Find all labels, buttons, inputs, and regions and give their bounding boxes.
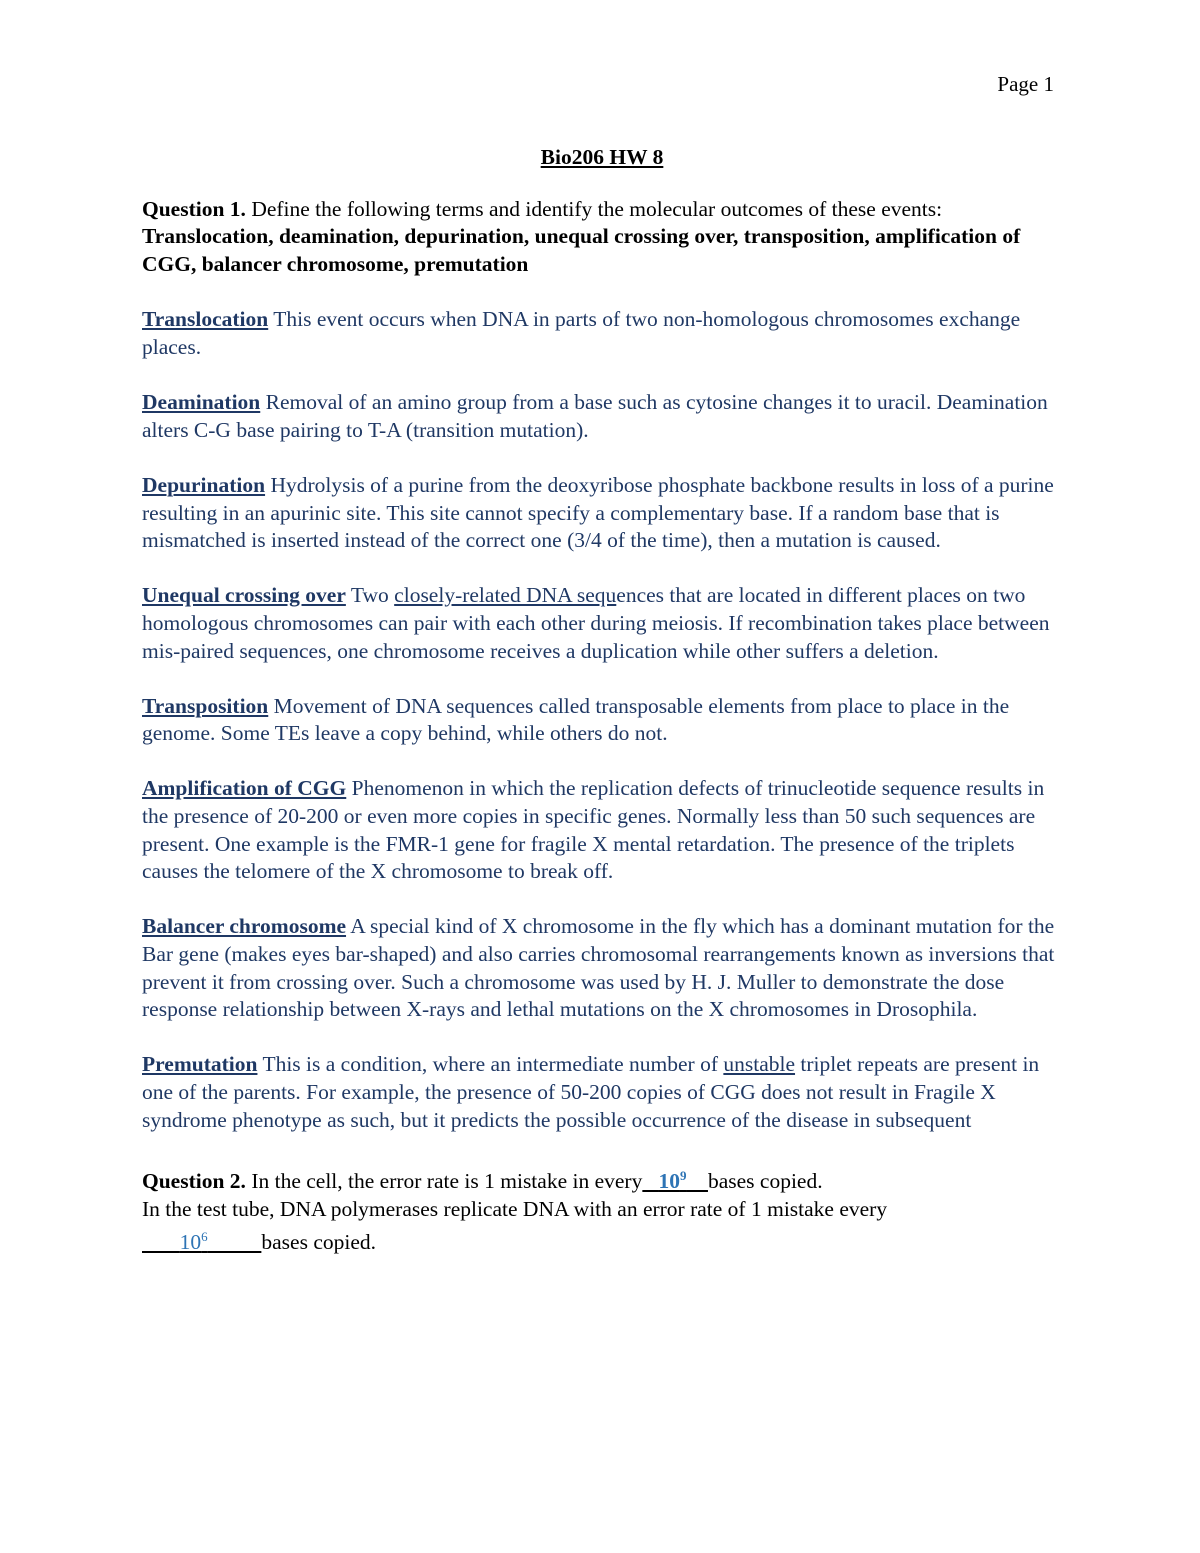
answer-translocation (142, 306, 1062, 361)
answer-term: Depurination (142, 472, 266, 497)
answer-amplification-of-cgg (142, 775, 1062, 885)
answer-balancer-chromosome (142, 913, 1062, 1023)
answer-unequal-crossing-over (142, 582, 1062, 665)
answer-text: Movement of DNA sequences called transposable elements from place to place in the genome. Some TEs leave a copy behind, while others do not. (142, 693, 1010, 746)
answer-deamination (142, 389, 1062, 444)
answer-premutation (142, 1051, 1062, 1134)
answer-text-post: triplet repeats are present in one of the parents. For example, the presence of 50-200 copies of CGG does not result in Fragile X syndrome phenotype as such, but it predicts the possible occurrence of the disease in subsequent (142, 1052, 1040, 1132)
answer-term: Transposition (142, 693, 269, 718)
answer-text: Hydrolysis of a purine from the deoxyribose phosphate backbone results in loss of a purine resulting in an apurinic site. This site cannot specify a complementary base. If a random base that is mismatched is inserted instead of the correct one (3/4 of the time), then a mutation is caused. (142, 472, 1054, 553)
answer-term: Unequal crossing over (142, 583, 346, 608)
answer-term: Amplification of CGG (142, 776, 347, 801)
question-2-line-1-pre: In the cell, the error rate is 1 mistake in every (251, 1168, 643, 1193)
question-1 (142, 196, 1062, 279)
answer-depurination (142, 472, 1062, 555)
question-2-label: Question 2. (142, 1168, 246, 1193)
answer-text-pre: This is a condition, where an intermediate number of (262, 1052, 718, 1077)
answer-transposition (142, 693, 1062, 748)
blank-1-exponent: 9 (679, 1167, 687, 1183)
answer-text: A special kind of X chromosome in the fly which has a dominant mutation for the Bar gene (makes eyes bar-shaped) and also carries chromosomal rearrangements known as inversions that prevent it from crossing over. Such a chromosome was used by H. J. Muller to demonstrate the dose response relationship between X-rays and lethal mutations on the X chromosomes in Drosophila. (142, 914, 1055, 1022)
blank-2-base: 10 (179, 1230, 202, 1255)
answer-term: Deamination (142, 390, 261, 415)
answer-text-post: ences that are located in different places on two homologous chromosomes can pair with each other during meiosis. If recombination takes place between mis-paired sequences, one chromosome receives a duplication while other suffers a deletion. (142, 583, 1050, 663)
question-2-line-3 (142, 1223, 1062, 1257)
answer-term: Translocation (142, 307, 269, 332)
document-body (142, 144, 1062, 1257)
question-1-label: Question 1. (142, 196, 246, 221)
answer-term: Balancer chromosome (142, 914, 347, 939)
question-2-line-2 (142, 1196, 1062, 1224)
answer-text-pre: Two (350, 583, 389, 608)
question-2-line-2-post: bases copied. (261, 1230, 377, 1255)
question-2-line-1 (142, 1162, 1062, 1196)
answer-text-underlined: unstable (723, 1052, 796, 1077)
answer-text: Phenomenon in which the replication defects of trinucleotide sequence results in the presence of 20-200 or even more copies in specific genes. Normally less than 50 such sequences are present. One example is the FMR-1 gene for fragile X mental retardation. The presence of the triplets causes the telomere of the X chromosome to break off. (142, 776, 1045, 884)
blank-2-exponent: 6 (201, 1229, 208, 1245)
answer-text-underlined: closely-related DNA sequ (394, 583, 617, 608)
blank-1-base: 10 (658, 1168, 680, 1193)
question-1-terms: Translocation, deamination, depurination, unequal crossing over, transposition, amplification of CGG, balancer chromosome, premutation (142, 224, 1021, 276)
answer-term: Premutation (142, 1052, 258, 1077)
question-2-line-2-pre: In the test tube, DNA polymerases replicate DNA with an error rate of 1 mistake every (142, 1196, 888, 1221)
question-1-prompt: Define the following terms and identify the molecular outcomes of these events: (251, 196, 943, 221)
page-number: Page 1 (997, 72, 1054, 96)
question-2 (142, 1162, 1062, 1257)
answer-blank-2 (142, 1230, 261, 1254)
question-2-line-1-post: bases copied. (707, 1168, 823, 1193)
answer-text: Removal of an amino group from a base such as cytosine changes it to uracil. Deamination alters C-G base pairing to T-A (transition mutation). (142, 390, 1048, 442)
answer-blank-1 (642, 1169, 708, 1193)
answer-text: This event occurs when DNA in parts of two non-homologous chromosomes exchange places. (142, 307, 1021, 359)
document-title: Bio206 HW 8 (540, 145, 664, 169)
